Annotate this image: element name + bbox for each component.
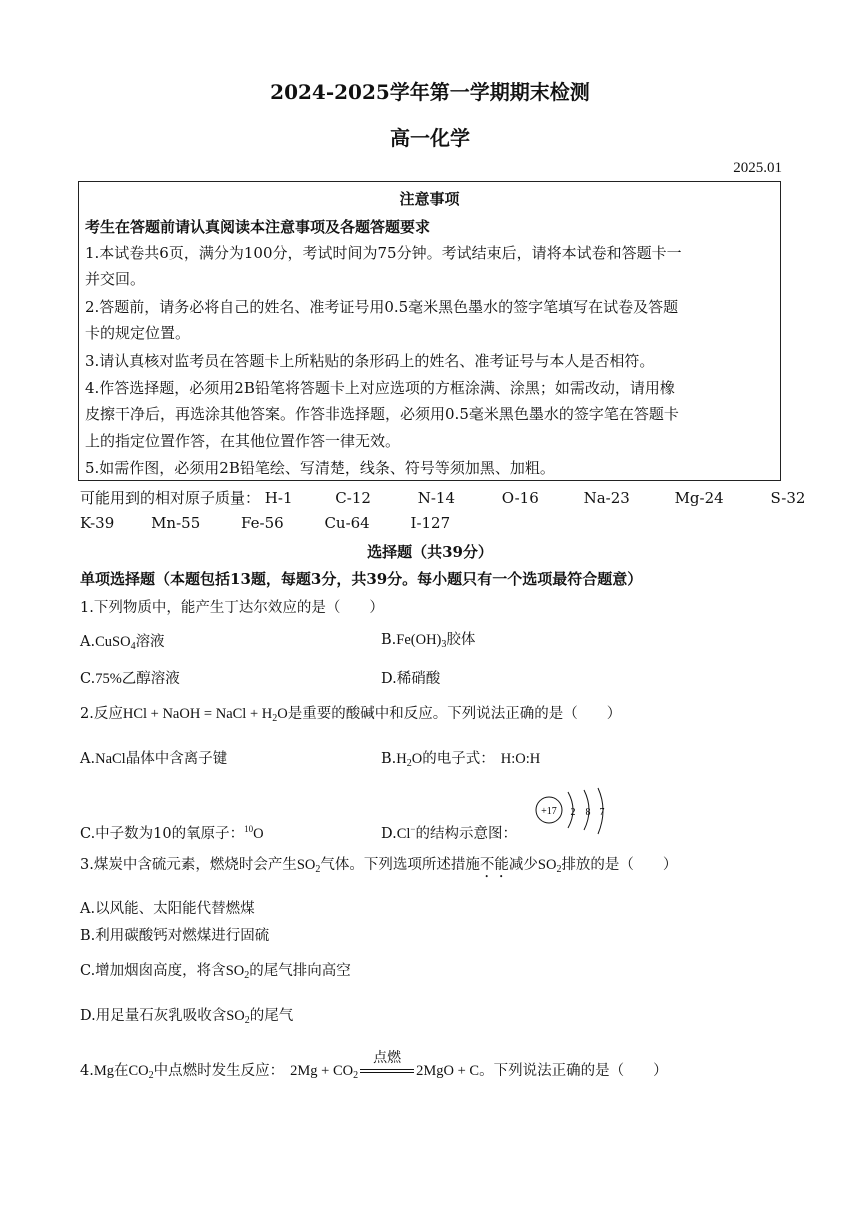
equation-lhs: 2Mg + CO xyxy=(290,1063,354,1079)
subscript: 2 xyxy=(244,970,250,981)
atomic-mass: C-12 xyxy=(335,489,371,507)
charge: − xyxy=(410,824,416,834)
electron-count: 7 xyxy=(599,807,605,818)
question-3-option-c xyxy=(80,959,351,981)
stem-text: 3.煤炭中含硫元素，燃烧时会产生 xyxy=(80,857,297,873)
notice-line: 4.作答选择题，必须用2B铅笔将答题卡上对应选项的方框涂满、涂黑；如需改动，请用橡 xyxy=(85,379,675,397)
question-1-option-c xyxy=(80,667,180,688)
question-1-stem: 1.下列物质中，能产生丁达尔效应的是（ ） xyxy=(80,600,384,616)
equation-rhs: 2MgO + C xyxy=(416,1063,480,1079)
option-text: C.中子数为10的氧原子： xyxy=(80,826,245,842)
section-instruction: 单项选择题（本题包括13题，每题3分，共39分。每小题只有一个选项最符合题意） xyxy=(80,570,643,588)
chloride-ion-structure-diagram xyxy=(530,786,610,838)
equation: O xyxy=(277,706,288,722)
subscript: 2 xyxy=(315,864,321,875)
option-text: 的结构示意图： xyxy=(415,826,517,842)
atomic-masses-row2 xyxy=(80,514,450,532)
notice-line: 皮擦干净后，再选涂其他答案。作答非选择题，必须用0.5毫米黑色墨水的签字笔在答题卡 xyxy=(85,405,679,423)
option-label: D. xyxy=(381,826,397,842)
notice-line: 5.如需作图，必须用2B铅笔绘、写清楚，线条、符号等须加黑、加粗。 xyxy=(85,459,555,477)
subscript: 2 xyxy=(353,1070,359,1081)
stem-text: 2.反应 xyxy=(80,706,123,722)
stem-text: 中点燃时发生反应： xyxy=(153,1063,285,1079)
electron-count: 2 xyxy=(570,807,576,818)
option-text: 乙醇溶液 xyxy=(121,671,180,687)
option-text: 的电子式： xyxy=(422,751,495,767)
notice-box xyxy=(78,181,781,481)
option-text: 的尾气 xyxy=(249,1008,294,1024)
atomic-mass: Fe-56 xyxy=(241,514,284,532)
subscript: 2 xyxy=(148,1070,154,1081)
question-3-stem xyxy=(80,853,677,881)
question-4-stem xyxy=(80,1050,668,1081)
formula: CO xyxy=(128,1063,149,1079)
mass-number: 10 xyxy=(244,824,254,834)
stem-text: 减少 xyxy=(508,857,538,873)
question-1-option-a xyxy=(80,630,165,652)
subscript: 2 xyxy=(272,713,278,724)
formula: O xyxy=(411,751,423,767)
section-title: 选择题（共39分） xyxy=(367,543,493,561)
exam-title: 2024-2025学年第一学期期末检测 xyxy=(270,80,590,104)
atomic-mass: S-32 xyxy=(770,489,806,507)
reaction-arrow xyxy=(358,1050,416,1078)
atomic-mass: H-1 xyxy=(264,489,293,507)
nucleus-charge: +17 xyxy=(541,806,557,817)
atomic-mass: O-16 xyxy=(501,489,539,507)
option-label: A. xyxy=(80,634,96,650)
question-2-option-b xyxy=(381,747,540,769)
notice-line: 上的指定位置作答，在其他位置作答一律无效。 xyxy=(85,432,401,450)
formula: Mg xyxy=(93,1063,114,1079)
question-number: 4. xyxy=(80,1063,94,1079)
question-3-option-b: B.利用碳酸钙对燃煤进行固硫 xyxy=(80,928,270,944)
subscript: 2 xyxy=(556,864,562,875)
notice-line: 1.本试卷共6页，满分为100分，考试时间为75分钟。考试结束后，请将本试卷和答题卡一 xyxy=(85,244,682,262)
formula: Fe(OH) xyxy=(396,632,442,648)
atomic-mass: Mn-55 xyxy=(151,514,201,532)
stem-text: 是重要的酸碱中和反应。下列说法正确的是（ ） xyxy=(287,706,622,722)
question-3-option-a: A.以风能、太阳能代替燃煤 xyxy=(80,901,255,917)
notice-line: 卡的规定位置。 xyxy=(85,324,191,342)
question-2-option-a xyxy=(80,747,227,768)
atomic-mass: K-39 xyxy=(80,514,115,532)
subscript: 3 xyxy=(441,639,447,650)
stem-text: 在 xyxy=(114,1063,129,1079)
notice-line: 3.请认真核对监考员在答题卡上所粘贴的条形码上的姓名、准考证号与本人是否相符。 xyxy=(85,352,655,370)
question-3-option-d xyxy=(80,1004,293,1026)
emphasis-text: 不能 xyxy=(479,857,509,873)
reaction-condition: 点燃 xyxy=(373,1050,402,1066)
formula: SO xyxy=(226,1008,245,1024)
option-text: 的尾气排向高空 xyxy=(249,963,351,979)
atomic-mass: N-14 xyxy=(417,489,455,507)
formula: SO xyxy=(537,857,557,873)
option-label: B. xyxy=(381,632,397,648)
notice-line: 2.答题前，请务必将自己的姓名、准考证号用0.5毫米黑色墨水的签字笔填写在试卷及答题 xyxy=(85,298,679,316)
formula: SO xyxy=(225,963,245,979)
atomic-mass: Cu-64 xyxy=(324,514,370,532)
value: 75% xyxy=(95,671,122,687)
atomic-mass: I-127 xyxy=(410,514,451,532)
option-label: C. xyxy=(80,671,96,687)
formula: Cl xyxy=(396,826,411,842)
subscript: 2 xyxy=(406,758,412,769)
subscript: 4 xyxy=(130,641,136,652)
electron-formula: H:O:H xyxy=(500,751,541,767)
equation: HCl + NaOH = NaCl + H xyxy=(122,706,273,722)
option-label: A. xyxy=(80,751,96,767)
atomic-mass: Mg-24 xyxy=(674,489,724,507)
equals-lines xyxy=(360,1069,414,1073)
electron-count: 8 xyxy=(585,807,591,818)
stem-text: 排放的是（ ） xyxy=(561,857,678,873)
option-label: B. xyxy=(381,751,397,767)
notice-intro: 考生在答题前请认真阅读本注意事项及各题答题要求 xyxy=(85,218,431,236)
atomic-masses-label: 可能用到的相对原子质量： xyxy=(80,489,261,507)
element-symbol: O xyxy=(253,826,264,842)
question-2-option-c xyxy=(80,822,264,843)
question-2-option-d xyxy=(381,822,517,843)
notice-line: 并交回。 xyxy=(85,270,146,288)
subscript: 2 xyxy=(244,1015,250,1026)
stem-text: 。下列说法正确的是（ ） xyxy=(479,1063,668,1079)
option-text: 晶体中含离子键 xyxy=(125,751,228,767)
option-text: 溶液 xyxy=(135,634,165,650)
option-text: 胶体 xyxy=(446,632,476,648)
formula: CuSO xyxy=(95,634,131,650)
exam-date: 2025.01 xyxy=(733,160,782,176)
question-2-stem xyxy=(80,702,621,724)
option-text: C.增加烟囱高度，将含 xyxy=(80,963,226,979)
question-1-option-d: D.稀硝酸 xyxy=(381,671,441,687)
atomic-mass: Na-23 xyxy=(583,489,630,507)
notice-heading: 注意事项 xyxy=(399,190,460,208)
exam-subject: 高一化学 xyxy=(390,126,470,150)
formula: NaCl xyxy=(95,751,126,767)
formula: SO xyxy=(296,857,316,873)
atomic-masses-row1 xyxy=(80,487,805,508)
formula: H xyxy=(396,751,407,767)
stem-text: 气体。下列选项所述措施 xyxy=(320,857,480,873)
question-1-option-b xyxy=(381,628,475,650)
option-text: D.用足量石灰乳吸收含 xyxy=(80,1008,227,1024)
